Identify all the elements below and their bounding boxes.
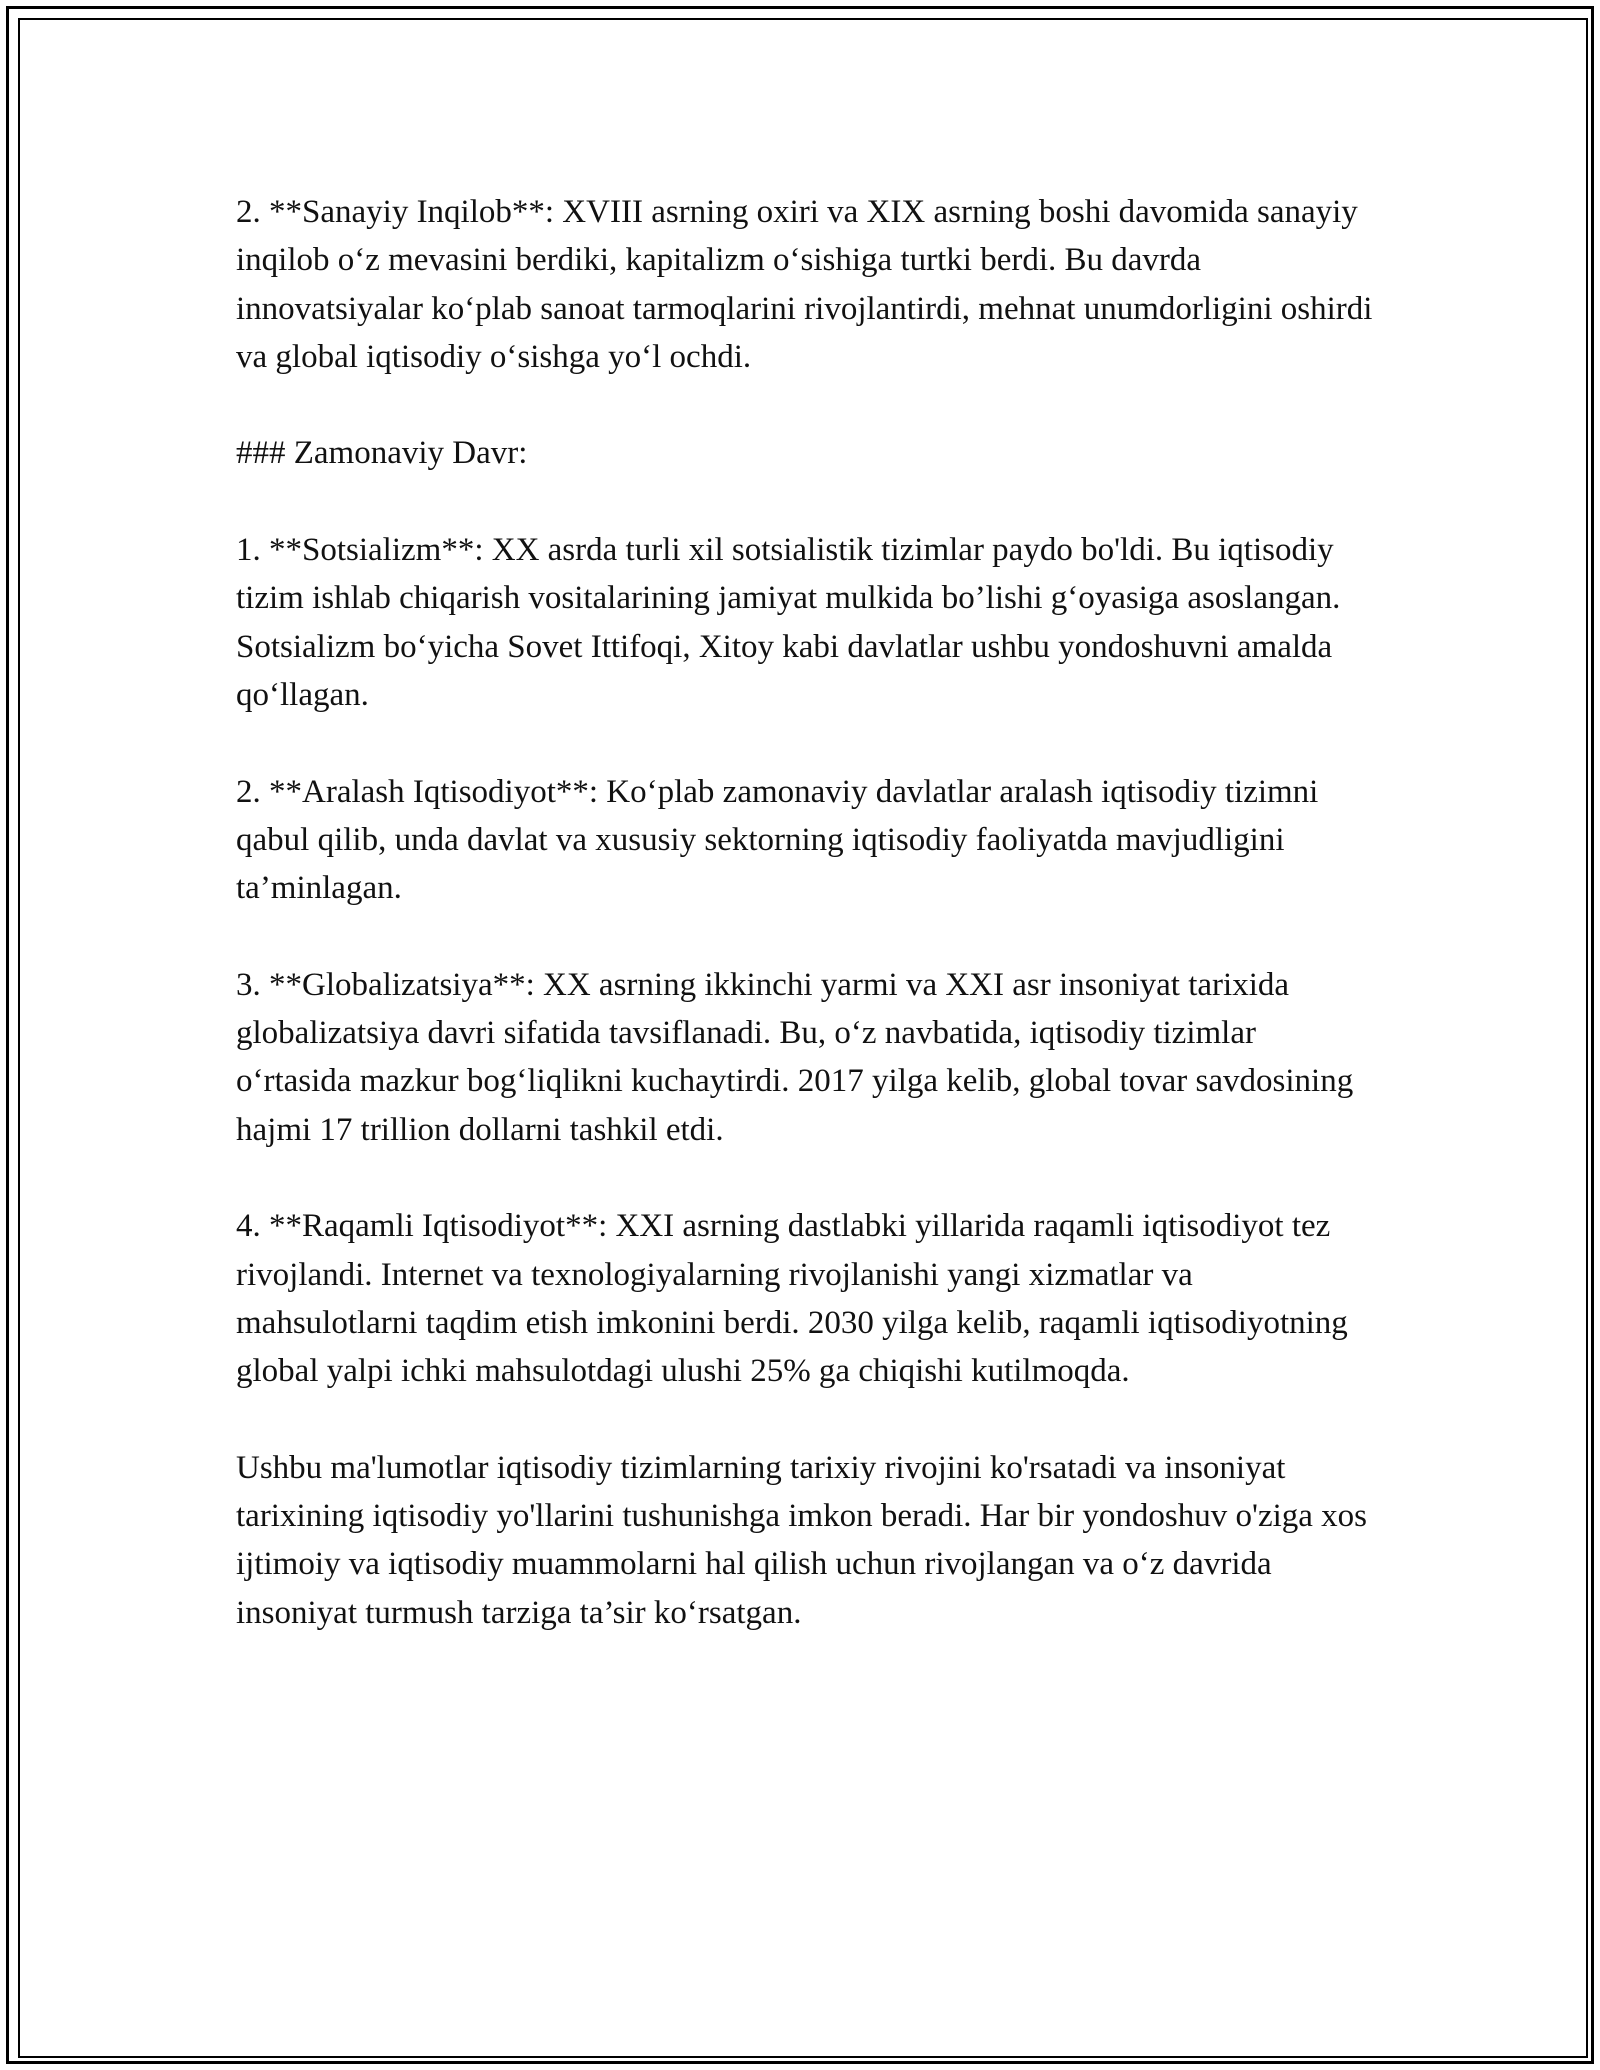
paragraph-conclusion: Ushbu ma'lumotlar iqtisodiy tizimlarning tarixiy rivojini ko'rsatadi va insoniyat tarixining iqtisodiy yo'llarini tushunishga imkon beradi. Har bir yondoshuv o'ziga xos ijtimoiy va iqtisodiy muammolarni hal qilish uchun rivojlangan va o‘z davrida insoniyat turmush tarziga ta’sir ko‘rsatgan. — [236, 1449, 1368, 1631]
paragraph-raqamli-iqtisodiyot: 4. **Raqamli Iqtisodiyot**: XXI asrning dastlabki yillarida raqamli iqtisodiyot tez rivojlandi. Internet va texnologiyalarning rivojlanishi yangi xizmatlar va mahsulotlarni taqdim etish imkonini berdi. 2030 yilga kelib, raqamli iqtisodiyotning global yalpi ichki mahsulotdagi ulushi 25% ga chiqishi kutilmoqda. — [236, 1208, 1348, 1390]
paragraph-sotsializm: 1. **Sotsializm**: XX asrda turli xil sotsialistik tizimlar paydo bo'ldi. Bu iqtisodiy tizim ishlab chiqarish vositalarining jamiyat mulkida bo’lishi g‘oyasiga asoslangan. Sotsializm bo‘yicha Sovet Ittifoqi, Xitoy kabi davlatlar ushbu yondoshuvni amalda qo‘llagan. — [236, 532, 1341, 713]
document-body — [236, 188, 1376, 1685]
paragraph-globalizatsiya: 3. **Globalizatsiya**: XX asrning ikkinchi yarmi va XXI asr insoniyat tarixida globalizatsiya davri sifatida tavsiflanadi. Bu, o‘z navbatida, iqtisodiy tizimlar o‘rtasida mazkur bog‘liqlikni kuchaytirdi. 2017 yilga kelib, global tovar savdosining hajmi 17 trillion dollarni tashkil etdi. — [236, 966, 1354, 1148]
section-heading-zamonaviy-davr: ### Zamonaviy Davr: — [236, 435, 528, 472]
paragraph-sanayiy-inqilob: 2. **Sanayiy Inqilob**: XVIII asrning oxiri va XIX asrning boshi davomida sanayiy inqilob o‘z mevasini berdiki, kapitalizm o‘sishiga turtki berdi. Bu davrda innovatsiyalar ko‘plab sanoat tarmoqlarini rivojlantirdi, mehnat unumdorligini oshirdi va global iqtisodiy o‘sishga yo‘l ochdi. — [236, 194, 1373, 375]
paragraph-aralash-iqtisodiyot: 2. **Aralash Iqtisodiyot**: Ko‘plab zamonaviy davlatlar aralash iqtisodiy tizimni qabul qilib, unda davlat va xususiy sektorning iqtisodiy faoliyatda mavjudligini ta’minlagan. — [236, 773, 1319, 907]
